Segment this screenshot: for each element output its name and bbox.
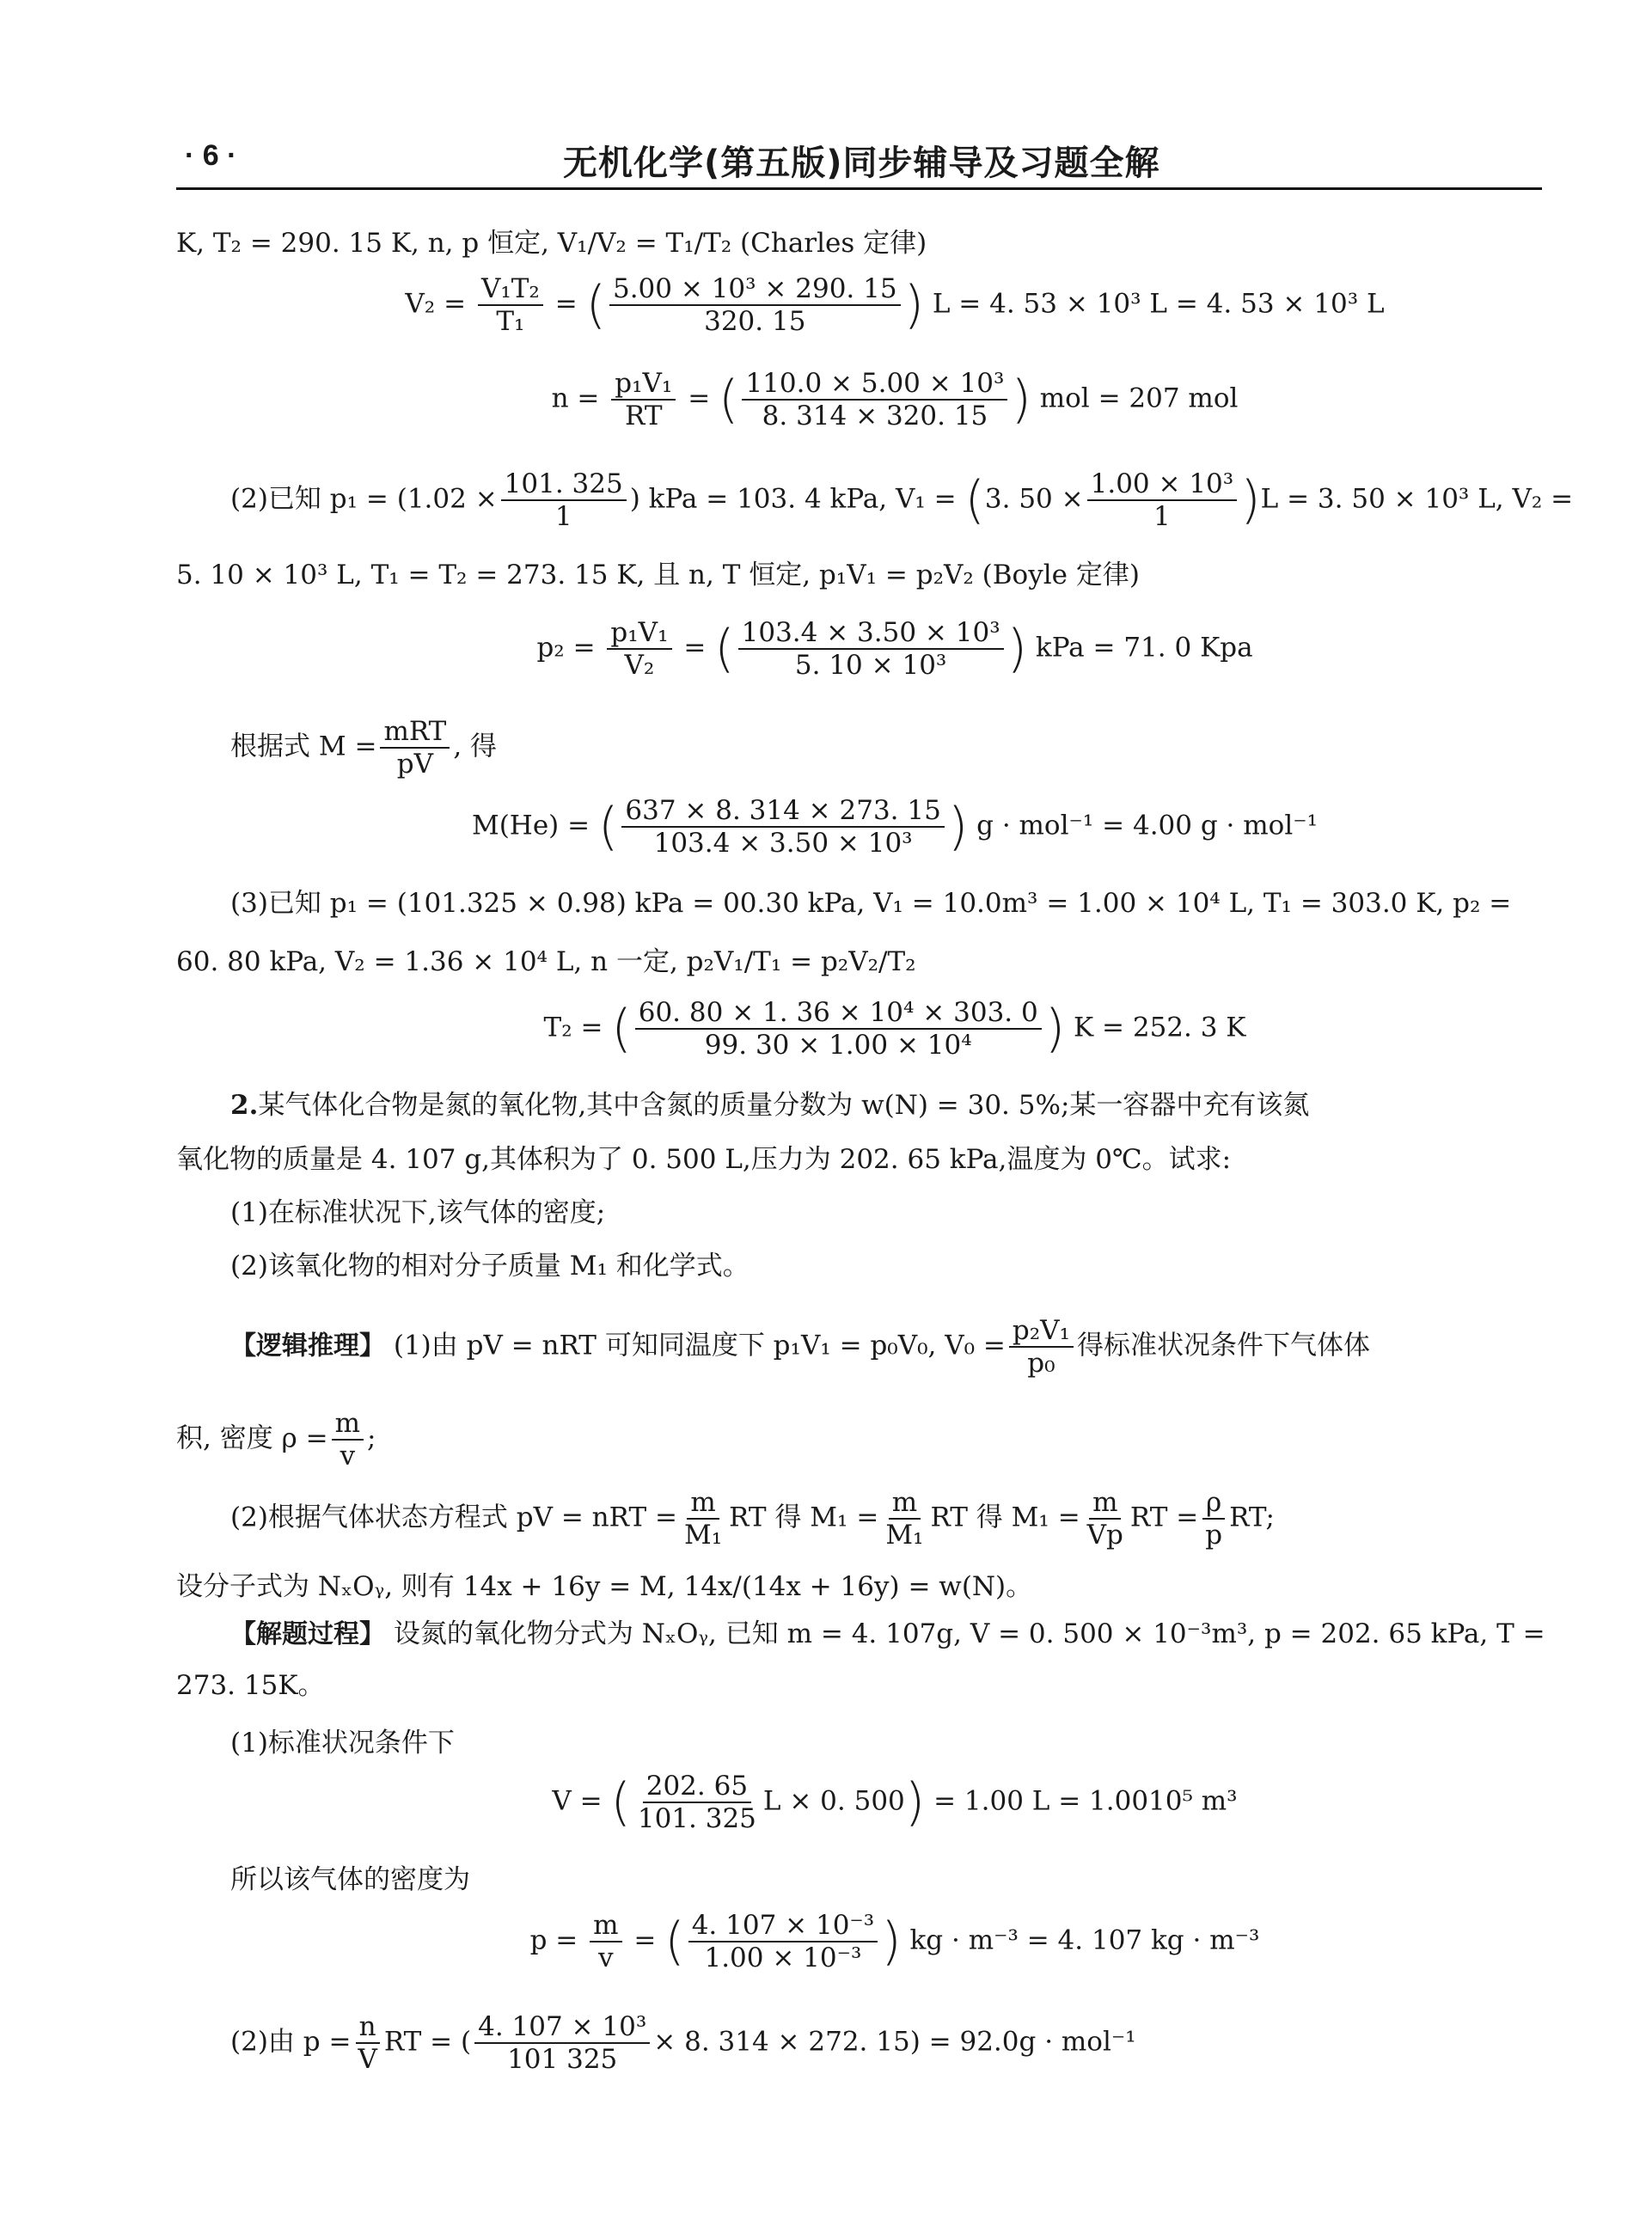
fraction bbox=[1087, 468, 1238, 532]
text-line: (1)在标准状况下,该气体的密度; bbox=[230, 1197, 606, 1228]
fraction bbox=[688, 1910, 878, 1973]
equals: = bbox=[554, 288, 578, 320]
solution-tag: 【解题过程】 bbox=[230, 1619, 385, 1649]
text-run: ; bbox=[367, 1422, 376, 1454]
fraction bbox=[634, 1771, 760, 1834]
denominator: v bbox=[340, 1441, 356, 1471]
paren-close: ) bbox=[1006, 619, 1028, 679]
text-run: 设氮的氧化物分式为 NₓOᵧ, 已知 m = 4. 107g, V = 0. 500 × 10⁻³m³, p = 202. 65 kPa, T = bbox=[393, 1618, 1545, 1649]
equation-mhe bbox=[69, 795, 1652, 859]
numerator: p₂V₁ bbox=[1009, 1315, 1074, 1348]
denominator: 8. 314 × 320. 15 bbox=[762, 401, 988, 431]
fraction bbox=[354, 2011, 380, 2075]
header-rule bbox=[176, 187, 1542, 190]
text-line: 5. 10 × 10³ L, T₁ = T₂ = 273. 15 K, 且 n, T 恒定, p₁V₁ = p₂V₂ (Boyle 定律) bbox=[176, 560, 1140, 590]
text-line bbox=[176, 1408, 1551, 1471]
fraction bbox=[681, 1487, 725, 1551]
text-line bbox=[230, 468, 1574, 532]
text-line: 设分子式为 NₓOᵧ, 则有 14x + 16y = M, 14x/(14x + 16y) = w(N)。 bbox=[176, 1571, 1033, 1602]
eq-rhs: kPa = 71. 0 Kpa bbox=[1035, 632, 1253, 664]
eq-rhs: g · mol⁻¹ = 4.00 g · mol⁻¹ bbox=[976, 810, 1319, 841]
fraction bbox=[332, 1408, 364, 1471]
text-line bbox=[230, 716, 1551, 780]
text-run: ) kPa = 103. 4 kPa, V₁ = bbox=[629, 483, 957, 515]
text-line: K, T₂ = 290. 15 K, n, p 恒定, V₁/V₂ = T₁/T₂ (Charles 定律) bbox=[176, 228, 927, 259]
text-run: × 8. 314 × 272. 15) = 92.0g · mol⁻¹ bbox=[653, 2026, 1136, 2058]
equation-v2 bbox=[69, 273, 1652, 337]
text-run: (1)由 pV = nRT 可知同温度下 p₁V₁ = p₀V₀, V₀ = bbox=[393, 1330, 1006, 1361]
logic-tag: 【逻辑推理】 bbox=[230, 1331, 385, 1361]
fraction bbox=[609, 273, 901, 337]
numerator: 4. 107 × 10⁻³ bbox=[688, 1910, 878, 1942]
numerator: 4. 107 × 10³ bbox=[474, 2011, 650, 2044]
fraction bbox=[590, 1910, 621, 1973]
numerator: ρ bbox=[1202, 1487, 1225, 1520]
fraction bbox=[1202, 1487, 1226, 1551]
equation-p2 bbox=[69, 617, 1652, 681]
text-line: (1)标准状况条件下 bbox=[230, 1728, 455, 1759]
denominator: 99. 30 × 1.00 × 10⁴ bbox=[704, 1030, 972, 1061]
text-run: RT = bbox=[1129, 1502, 1199, 1533]
paren-close: ) bbox=[1011, 370, 1031, 430]
eq-lhs: n = bbox=[551, 382, 600, 414]
eq-lhs: M(He) = bbox=[471, 810, 590, 841]
text-run: (2)已知 p₁ = (1.02 × bbox=[230, 483, 498, 515]
equation-v bbox=[69, 1771, 1652, 1834]
eq-lhs: V = bbox=[552, 1785, 603, 1817]
denominator: 5. 10 × 10³ bbox=[794, 650, 947, 681]
equals: = bbox=[683, 632, 707, 664]
equation-t2 bbox=[69, 997, 1652, 1061]
numerator: V₁T₂ bbox=[478, 273, 543, 306]
eq-lhs: p = bbox=[529, 1924, 578, 1956]
numerator: m bbox=[687, 1487, 719, 1520]
text-line: 273. 15K。 bbox=[176, 1670, 325, 1701]
denominator: M₁ bbox=[885, 1520, 924, 1551]
numerator: 110.0 × 5.00 × 10³ bbox=[742, 368, 1007, 401]
text-run: (2)根据气体状态方程式 pV = nRT = bbox=[230, 1502, 677, 1533]
numerator: m bbox=[332, 1408, 364, 1441]
text-line bbox=[230, 1487, 1551, 1551]
paren-open: ( bbox=[964, 470, 985, 530]
numerator: mRT bbox=[380, 716, 450, 749]
denominator: 1 bbox=[554, 501, 572, 532]
paren-open: ( bbox=[719, 370, 739, 430]
logic-line bbox=[230, 1315, 1551, 1379]
text-run: 得标准状况条件下气体体 bbox=[1076, 1330, 1370, 1361]
fraction bbox=[882, 1487, 927, 1551]
equation-n bbox=[69, 368, 1652, 431]
denominator: T₁ bbox=[496, 306, 525, 337]
denominator: 101 325 bbox=[507, 2044, 618, 2075]
numerator: 103.4 × 3.50 × 10³ bbox=[738, 617, 1004, 650]
denominator: V bbox=[358, 2044, 377, 2075]
numerator: 637 × 8. 314 × 273. 15 bbox=[621, 795, 944, 828]
paren-open: ( bbox=[585, 275, 606, 335]
eq-rhs: kg · m⁻³ = 4. 107 kg · m⁻³ bbox=[909, 1924, 1260, 1956]
fraction bbox=[742, 368, 1007, 431]
fraction bbox=[380, 716, 450, 780]
page-header bbox=[185, 136, 1542, 184]
denominator: v bbox=[598, 1942, 614, 1973]
denominator: 103.4 × 3.50 × 10³ bbox=[653, 828, 913, 859]
question-2-line bbox=[230, 1087, 1551, 1123]
fraction bbox=[501, 468, 627, 532]
denominator: 1 bbox=[1153, 501, 1171, 532]
denominator: RT bbox=[625, 401, 663, 431]
eq-rhs: = 1.00 L = 1.0010⁵ m³ bbox=[933, 1785, 1238, 1817]
text-line bbox=[230, 2011, 1551, 2075]
paren-open: ( bbox=[664, 1912, 685, 1972]
eq-lhs: p₂ = bbox=[536, 632, 596, 664]
paren-close: ) bbox=[904, 1772, 926, 1832]
text-run: RT; bbox=[1229, 1502, 1275, 1533]
equals: = bbox=[633, 1924, 657, 1956]
page-number: · 6 · bbox=[185, 139, 237, 172]
paren-open: ( bbox=[611, 999, 632, 1059]
numerator: 101. 325 bbox=[501, 468, 627, 501]
text-run: RT 得 M₁ = bbox=[930, 1502, 1080, 1533]
numerator: n bbox=[356, 2011, 380, 2044]
text-run: 积, 密度 ρ = bbox=[176, 1422, 328, 1454]
fraction bbox=[478, 273, 543, 337]
denominator: pV bbox=[396, 749, 433, 780]
denominator: M₁ bbox=[683, 1520, 723, 1551]
solution-line bbox=[230, 1616, 1551, 1653]
question-number: 2. bbox=[230, 1090, 259, 1121]
numerator: m bbox=[1089, 1487, 1121, 1520]
text-run: 根据式 M = bbox=[230, 731, 377, 762]
paren-open: ( bbox=[714, 619, 735, 679]
text-run: RT 得 M₁ = bbox=[729, 1502, 879, 1533]
text-run: , 得 bbox=[453, 731, 498, 762]
eq-rhs: K = 252. 3 K bbox=[1074, 1012, 1246, 1043]
fraction bbox=[635, 997, 1042, 1061]
eq-lhs: V₂ = bbox=[405, 288, 467, 320]
numerator: 202. 65 bbox=[643, 1771, 751, 1803]
paren-close: ) bbox=[903, 275, 924, 335]
equation-rho bbox=[69, 1910, 1652, 1973]
numerator: 1.00 × 10³ bbox=[1087, 468, 1238, 501]
text-run: L = 3. 50 × 10³ L, V₂ = bbox=[1260, 483, 1574, 515]
text-run: 3. 50 × bbox=[984, 483, 1084, 515]
text-line: 60. 80 kPa, V₂ = 1.36 × 10⁴ L, n 一定, p₂V₁/T₁ = p₂V₂/T₂ bbox=[176, 946, 916, 977]
fraction bbox=[474, 2011, 650, 2075]
paren-open: ( bbox=[597, 797, 619, 857]
fraction bbox=[611, 368, 676, 431]
text-line: (2)该氧化物的相对分子质量 M₁ 和化学式。 bbox=[230, 1251, 750, 1282]
text-line: (3)已知 p₁ = (101.325 × 0.98) kPa = 00.30 kPa, V₁ = 10.0m³ = 1.00 × 10⁴ L, T₁ = 303.0 K, p₂ = bbox=[230, 888, 1512, 919]
text-run: L × 0. 500 bbox=[762, 1785, 905, 1817]
paren-close: ) bbox=[947, 797, 969, 857]
text-run: 某气体化合物是氮的氧化物,其中含氮的质量分数为 w(N) = 30. 5%;某一容器中充有该氮 bbox=[258, 1090, 1310, 1121]
equals: = bbox=[688, 382, 711, 414]
denominator: Vp bbox=[1086, 1520, 1123, 1551]
text-run: RT = ( bbox=[383, 2026, 472, 2058]
text-run: (2)由 p = bbox=[230, 2026, 352, 2058]
eq-lhs: T₂ = bbox=[543, 1012, 603, 1043]
fraction bbox=[1009, 1315, 1074, 1379]
fraction bbox=[607, 617, 671, 681]
denominator: 1.00 × 10⁻³ bbox=[704, 1942, 862, 1973]
numerator: 60. 80 × 1. 36 × 10⁴ × 303. 0 bbox=[635, 997, 1042, 1030]
denominator: 101. 325 bbox=[637, 1803, 756, 1834]
numerator: p₁V₁ bbox=[611, 368, 676, 401]
text-line: 氧化物的质量是 4. 107 g,其体积为了 0. 500 L,压力为 202. 65 kPa,温度为 0℃。试求: bbox=[176, 1144, 1232, 1175]
denominator: p bbox=[1205, 1520, 1223, 1551]
denominator: V₂ bbox=[624, 650, 655, 681]
numerator: p₁V₁ bbox=[607, 617, 671, 650]
numerator: m bbox=[590, 1910, 621, 1942]
numerator: 5.00 × 10³ × 290. 15 bbox=[609, 273, 901, 306]
fraction bbox=[1084, 1487, 1127, 1551]
book-title: 无机化学(第五版)同步辅导及习题全解 bbox=[563, 144, 1160, 183]
paren-open: ( bbox=[610, 1772, 631, 1832]
numerator: m bbox=[889, 1487, 921, 1520]
fraction bbox=[738, 617, 1004, 681]
paren-close: ) bbox=[1240, 470, 1261, 530]
paren-close: ) bbox=[1044, 999, 1066, 1059]
eq-rhs: L = 4. 53 × 10³ L = 4. 53 × 10³ L bbox=[932, 288, 1385, 320]
denominator: 320. 15 bbox=[704, 306, 806, 337]
eq-rhs: mol = 207 mol bbox=[1039, 382, 1239, 414]
paren-close: ) bbox=[881, 1912, 902, 1972]
denominator: p₀ bbox=[1027, 1348, 1055, 1379]
fraction bbox=[621, 795, 944, 859]
text-line: 所以该气体的密度为 bbox=[230, 1864, 470, 1895]
